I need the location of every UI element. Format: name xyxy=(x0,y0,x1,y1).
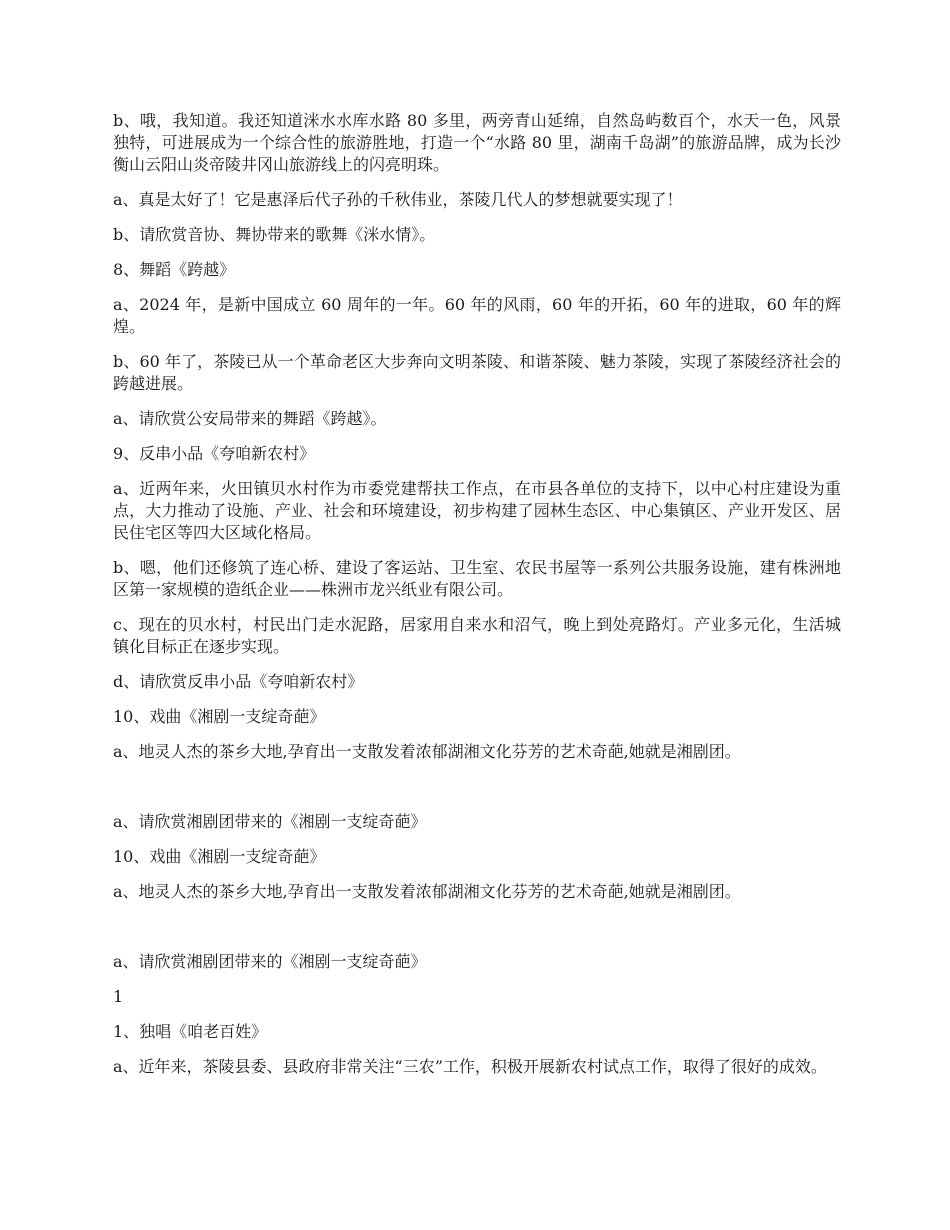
paragraph: a、地灵人杰的茶乡大地,孕育出一支散发着浓郁湖湘文化芬芳的艺术奇葩,她就是湘剧团。 xyxy=(113,882,741,901)
section-heading: 10、戏曲《湘剧一支绽奇葩》 xyxy=(113,847,326,866)
paragraph: d、请欣赏反串小品《夸咱新农村》 xyxy=(113,672,364,691)
paragraph: b、请欣赏音协、舞协带来的歌舞《洣水情》。 xyxy=(113,225,436,244)
paragraph: b、嗯，他们还修筑了连心桥、建设了客运站、卫生室、农民书屋等一系列公共服务设施，建有株洲地区第一家规模的造纸企业——株洲市龙兴纸业有限公司。 xyxy=(113,558,841,599)
section-heading: 10、戏曲《湘剧一支绽奇葩》 xyxy=(113,707,326,726)
paragraph: a、请欣赏公安局带来的舞蹈《跨越》。 xyxy=(113,409,387,428)
paragraph: a、近两年来，火田镇贝水村作为市委党建帮扶工作点，在市县各单位的支持下，以中心村庄建设为重点，大力推动了设施、产业、社会和环境建设，初步构建了园林生态区、中心集镇区、产业开发区、居民住宅区等四大区域化格局。 xyxy=(113,479,841,542)
paragraph: a、真是太好了！它是惠泽后代子孙的千秋伟业，茶陵几代人的梦想就要实现了！ xyxy=(113,190,683,209)
section-heading: 8、舞蹈《跨越》 xyxy=(113,260,236,279)
paragraph: a、近年来，茶陵县委、县政府非常关注“三农”工作，积极开展新农村试点工作，取得了很好的成效。 xyxy=(113,1057,827,1076)
paragraph: a、2024 年，是新中国成立 60 周年的一年。60 年的风雨，60 年的开拓，60 年的进取，60 年的辉煌。 xyxy=(113,295,841,336)
paragraph: c、现在的贝水村，村民出门走水泥路，居家用自来水和沼气，晚上到处亮路灯。产业多元化，生活城镇化目标正在逐步实现。 xyxy=(113,615,841,656)
section-heading: 1、独唱《咱老百姓》 xyxy=(113,1022,268,1041)
page-number: 1 xyxy=(113,987,124,1006)
paragraph: b、哦，我知道。我还知道洣水水库水路 80 多里，两旁青山延绵，自然岛屿数百个，水天一色，风景独特，可进展成为一个综合性的旅游胜地，打造一个“水路 80 里，湖南千岛湖”的旅游品牌，成为长沙衡山云阳山炎帝陵井冈山旅游线上的闪亮明珠。 xyxy=(113,111,841,174)
paragraph: b、60 年了，茶陵已从一个革命老区大步奔向文明茶陵、和谐茶陵、魅力茶陵，实现了茶陵经济社会的跨越进展。 xyxy=(113,352,841,393)
paragraph: a、请欣赏湘剧团带来的《湘剧一支绽奇葩》 xyxy=(113,812,427,831)
paragraph: a、地灵人杰的茶乡大地,孕育出一支散发着浓郁湖湘文化芬芳的艺术奇葩,她就是湘剧团。 xyxy=(113,742,741,761)
section-heading: 9、反串小品《夸咱新农村》 xyxy=(113,444,316,463)
document-body xyxy=(113,110,841,1091)
paragraph: a、请欣赏湘剧团带来的《湘剧一支绽奇葩》 xyxy=(113,952,427,971)
